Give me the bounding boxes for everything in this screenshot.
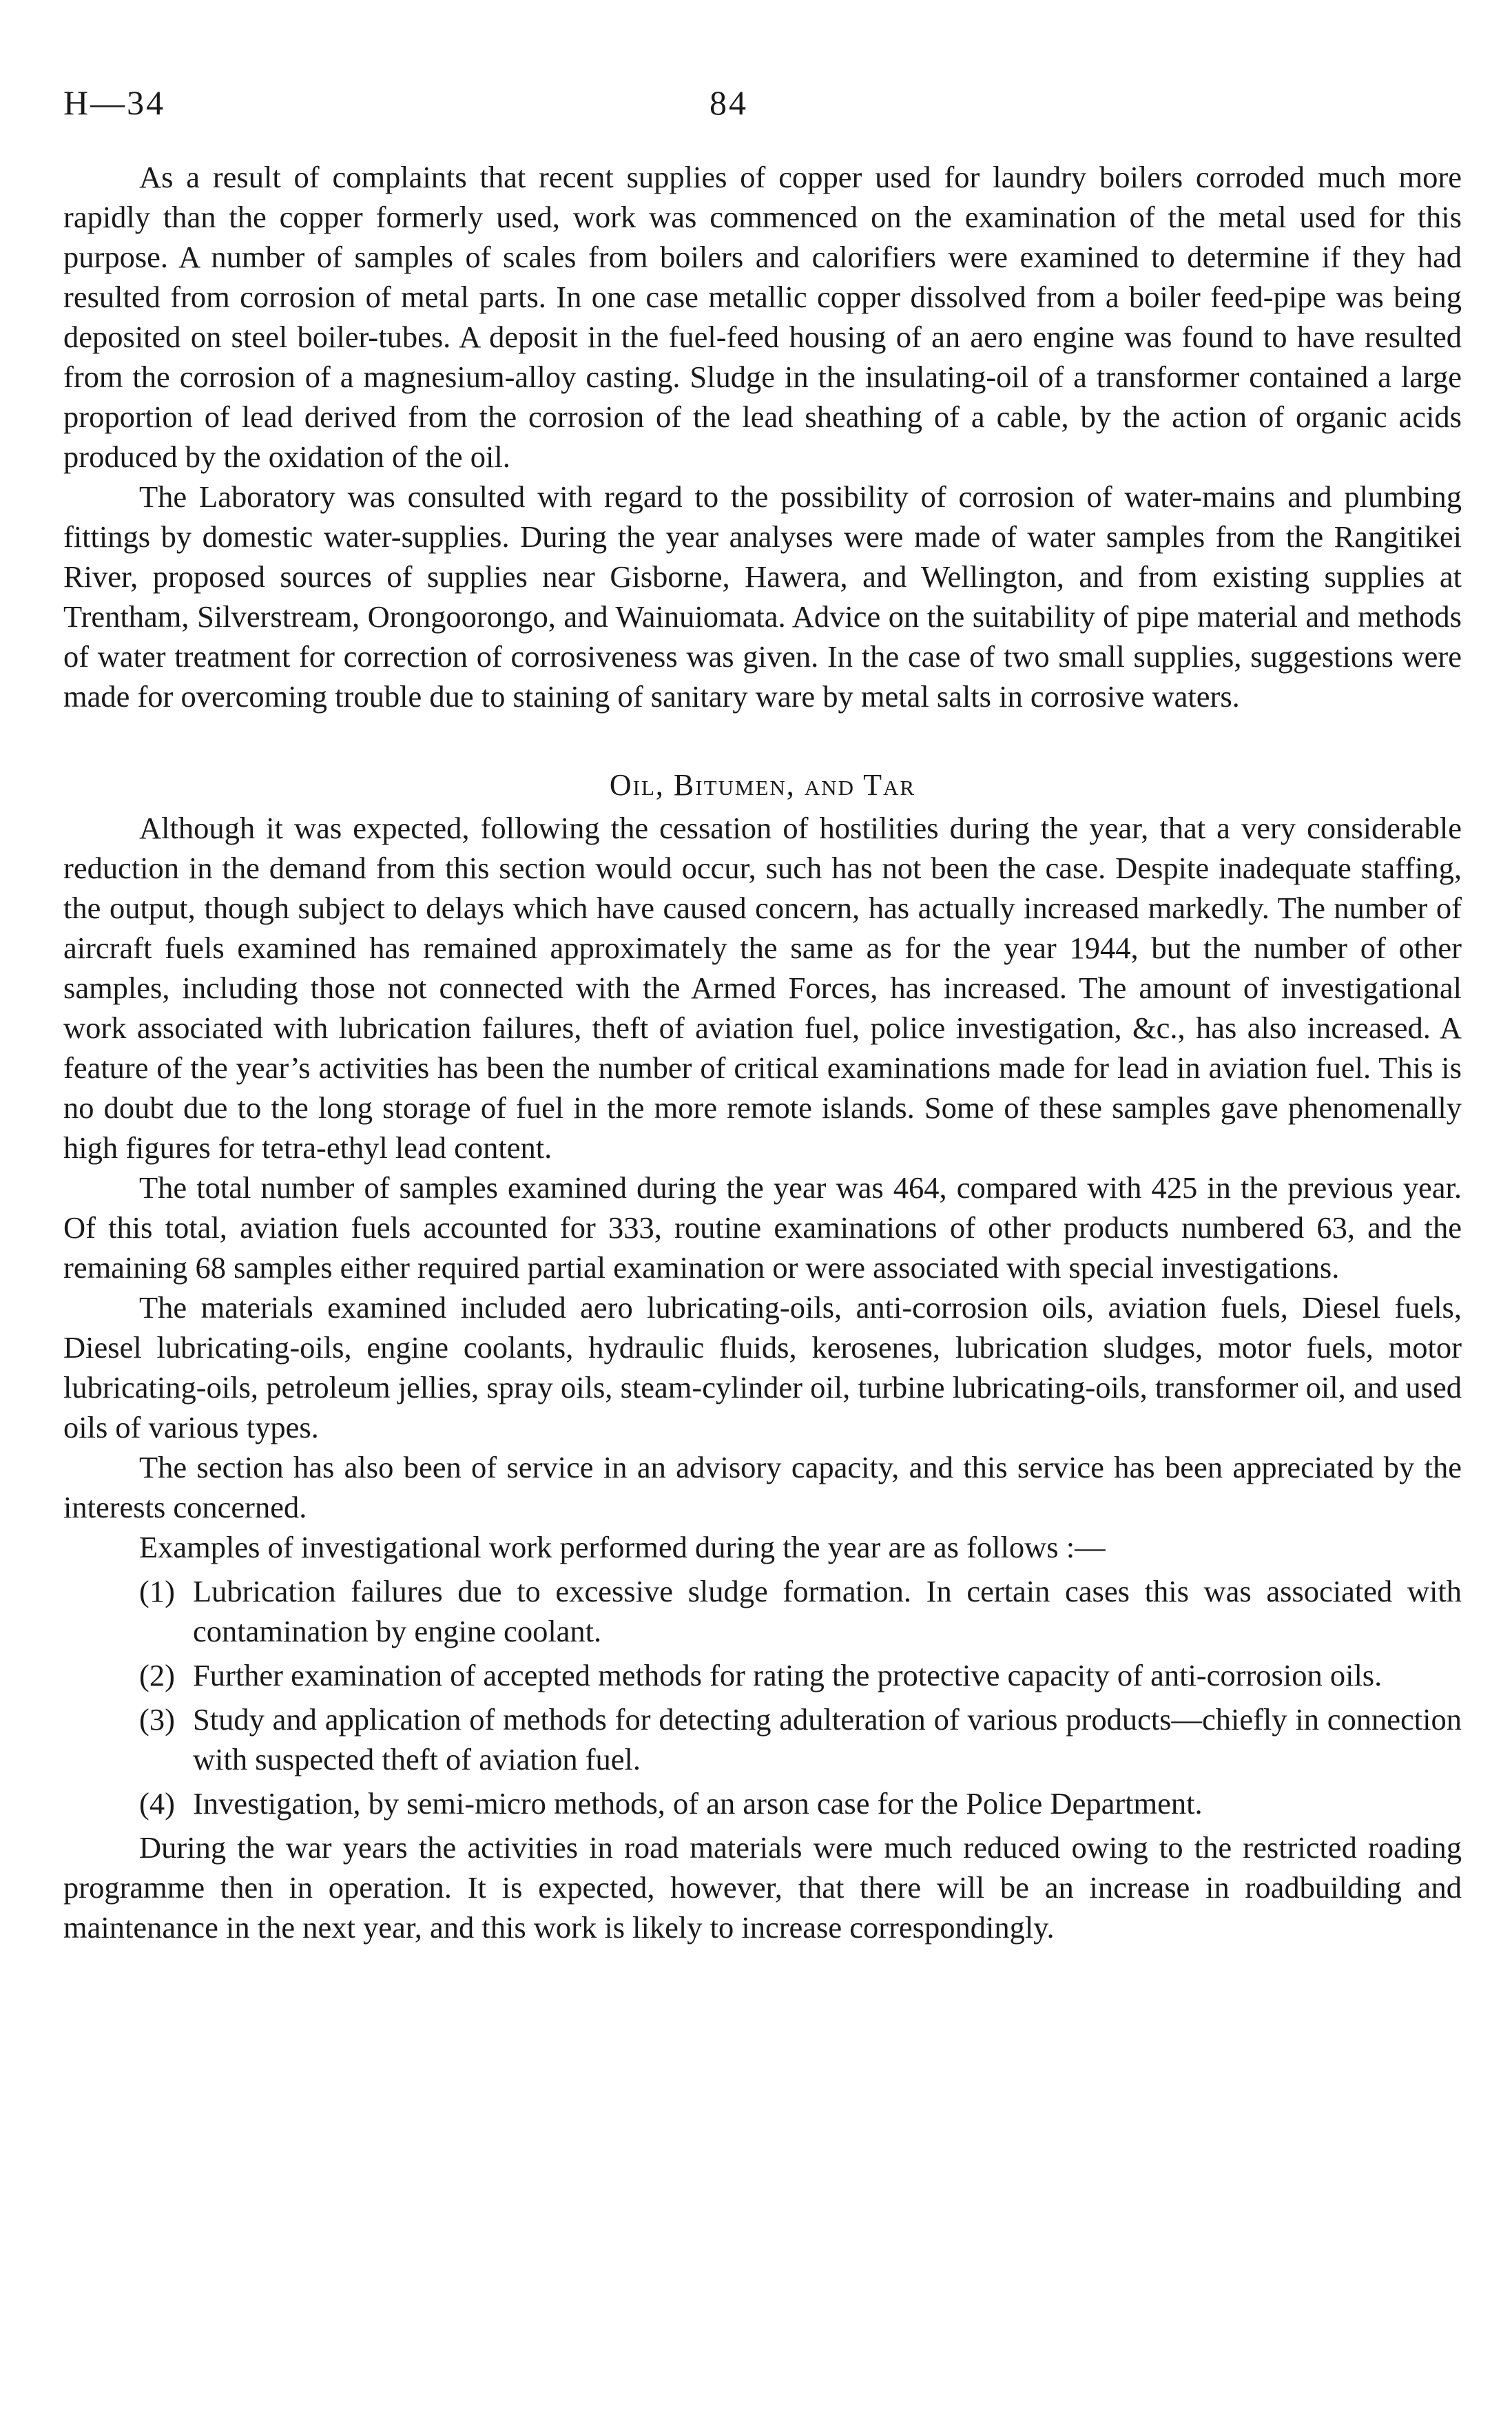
list-item-text: Further examination of accepted methods for rating the protective capacity of anti-corrosion oils. [193, 1658, 1382, 1692]
page-number: 84 [710, 83, 748, 122]
list-item-text: Investigation, by semi-micro methods, of an arson case for the Police Department. [193, 1786, 1203, 1821]
list-item-number: (1) [139, 1574, 175, 1608]
list-item-number: (3) [139, 1702, 175, 1737]
paragraph-sample-totals: The total number of samples examined during the year was 464, compared with 425 in the previous year. Of this total, aviation fuels accounted for 333, routine examinations of other products numbered 63, and the remaining 68 samples either required partial examination or were associated with special investigations. [63, 1170, 1462, 1285]
paragraph-copper-corrosion: As a result of complaints that recent supplies of copper used for laundry boilers corroded much more rapidly than the copper formerly used, work was commenced on the examination of the metal used for this purpose. A number of samples of scales from boilers and calorifiers were examined to determine if they had resulted from corrosion of metal parts. In one case metallic copper dissolved from a boiler feed-pipe was being deposited on steel boiler-tubes. A deposit in the fuel-feed housing of an aero engine was found to have resulted from the corrosion of a magnesium-alloy casting. Sludge in the insulating-oil of a transformer contained a large proportion of lead derived from the corrosion of the lead sheathing of a cable, by the action of organic acids produced by the oxidation of the oil. [63, 160, 1462, 474]
page-header [63, 69, 1462, 131]
list-item-text: Study and application of methods for detecting adulteration of various products—chiefly in connection with suspected theft of aviation fuel. [193, 1702, 1462, 1776]
list-item-number: (2) [139, 1658, 175, 1692]
list-item-number: (4) [139, 1786, 175, 1821]
list-item [63, 1571, 1462, 1651]
list-item-text: Lubrication failures due to excessive sludge formation. In certain cases this was associated with contamination by engine coolant. [193, 1574, 1462, 1648]
list-item [63, 1699, 1462, 1779]
document-page [63, 69, 1462, 1947]
paragraph-water-supplies: The Laboratory was consulted with regard to the possibility of corrosion of water-mains and plumbing fittings by domestic water-supplies. During the year analyses were made of water samples from the Rangitikei River, proposed sources of supplies near Gisborne, Hawera, and Wellington, and from existing supplies at Trentham, Silverstream, Orongoorongo, and Wainuiomata. Advice on the suitability of pipe material and methods of water treatment for correction of corrosiveness was given. In the case of two small supplies, suggestions were made for overcoming trouble due to staining of sanitary ware by metal salts in corrosive waters. [63, 479, 1462, 714]
section-heading-oil-bitumen-tar: Oil, Bitumen, and Tar [609, 768, 916, 802]
paragraph-output-increase: Although it was expected, following the cessation of hostilities during the year, that a very considerable reduction in the demand from this section would occur, such has not been the case. Despite inadequate staffing, the output, though subject to delays which have caused concern, has actually increased markedly. The number of aircraft fuels examined has remained approximately the same as for the year 1944, but the number of other samples, including those not connected with the Armed Forces, has increased. The amount of investigational work associated with lubrication failures, theft of aviation fuel, police investigation, &c., has also increased. A feature of the year’s activities has been the number of critical examinations made for lead in aviation fuel. This is no doubt due to the long storage of fuel in the more remote islands. Some of these samples gave phenomenally high figures for tetra-ethyl lead content. [63, 811, 1462, 1165]
paragraph-materials-examined: The materials examined included aero lubricating-oils, anti-corrosion oils, aviation fuels, Diesel fuels, Diesel lubricating-oils, engine coolants, hydraulic fluids, kerosenes, lubrication sludges, motor fuels, motor lubricating-oils, petroleum jellies, spray oils, steam-cylinder oil, turbine lubricating-oils, transformer oil, and used oils of various types. [63, 1290, 1462, 1444]
paragraph-advisory-service: The section has also been of service in an advisory capacity, and this service has been appreciated by the interests concerned. [63, 1450, 1462, 1524]
document-reference: H—34 [63, 83, 166, 122]
examples-list [63, 1571, 1462, 1823]
list-item [63, 1783, 1462, 1823]
paragraph-road-materials: During the war years the activities in road materials were much reduced owing to the restricted roading programme then in operation. It is expected, however, that there will be an increase in roadbuilding and maintenance in the next year, and this work is likely to increase correspondingly. [63, 1830, 1462, 1945]
list-item [63, 1655, 1462, 1695]
paragraph-examples-intro: Examples of investigational work performed during the year are as follows :— [139, 1530, 1106, 1564]
